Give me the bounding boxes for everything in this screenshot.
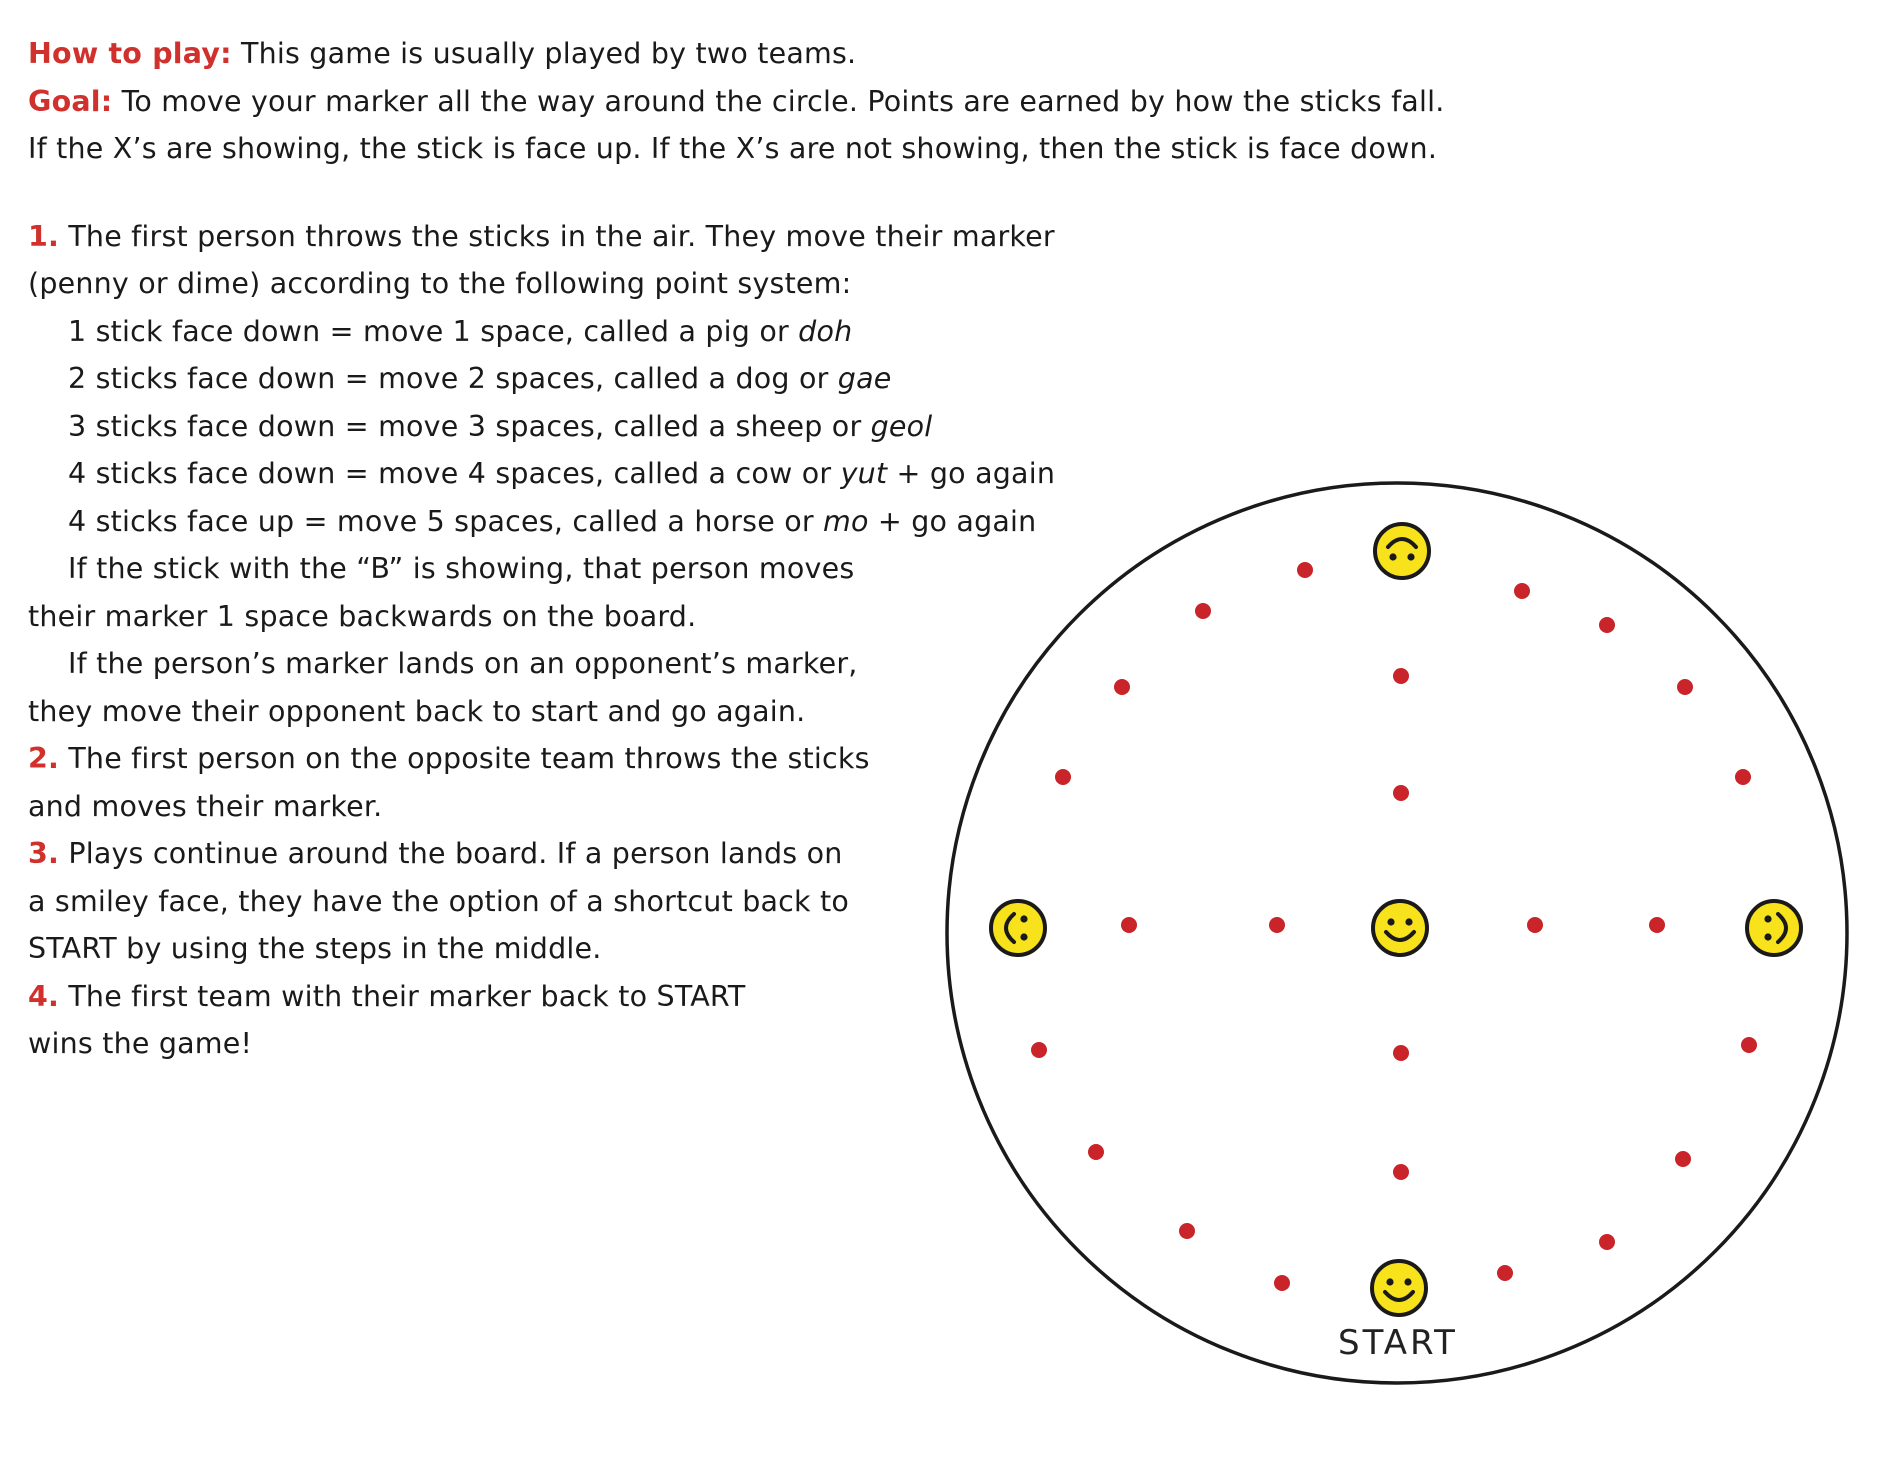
smiley-face-icon[interactable] [1373, 901, 1427, 955]
board-space[interactable] [1088, 1144, 1104, 1160]
smiley-face-icon[interactable] [991, 901, 1045, 955]
board-space[interactable] [1121, 917, 1137, 933]
point-term: doh [798, 314, 853, 348]
how-to-play-text: This game is usually played by two teams. [231, 37, 857, 70]
start-label: START [1338, 1323, 1458, 1363]
b-rule-line: If the stick with the “B” is showing, that person moves [68, 552, 855, 585]
board-space[interactable] [1269, 917, 1285, 933]
step-1-line-2: (penny or dime) according to the following point system: [28, 267, 852, 300]
board-space[interactable] [1393, 668, 1409, 684]
step-1-number: 1. [28, 219, 60, 253]
step-2-text: The first person on the opposite team throws the sticks [59, 742, 870, 775]
point-term: gae [837, 362, 892, 395]
board-space[interactable] [1599, 1234, 1615, 1250]
point-rule: 1 stick face down = move 1 space, called a pig or doh [68, 314, 853, 348]
board-space[interactable] [1393, 785, 1409, 801]
land-rule-line: If the person’s marker lands on an opponent’s marker, [68, 647, 858, 680]
step-4-number: 4. [28, 979, 60, 1013]
point-rule: 4 sticks face down = move 4 spaces, called a cow or yut + go again [68, 457, 1056, 490]
board-space[interactable] [1514, 583, 1530, 599]
board-space[interactable] [1675, 1151, 1691, 1167]
point-term: yut [840, 457, 888, 490]
point-rule: 4 sticks face up = move 5 spaces, called a horse or mo + go again [68, 504, 1037, 538]
step-1-text: The first person throws the sticks in the air. They move their marker [59, 219, 1055, 253]
step-3-line-3: START by using the steps in the middle. [28, 932, 602, 965]
smiley-face-icon[interactable] [1375, 524, 1429, 578]
smiley-face-icon[interactable] [1747, 901, 1801, 955]
board-space[interactable] [1393, 1045, 1409, 1061]
land-rule-line-2: they move their opponent back to start and go again. [28, 694, 806, 728]
how-to-play-label: How to play: [28, 37, 232, 70]
point-rule: 3 sticks face down = move 3 spaces, called a sheep or geol [68, 409, 933, 443]
goal-line-2: If the X’s are showing, the stick is face up. If the X’s are not showing, then the stick is face down. [28, 132, 1438, 165]
board-space[interactable] [1599, 617, 1615, 633]
goal-text: To move your marker all the way around the circle. Points are earned by how the sticks fall. [112, 84, 1445, 118]
board-space[interactable] [1195, 603, 1211, 619]
board-space[interactable] [1031, 1042, 1047, 1058]
board-space[interactable] [1055, 769, 1071, 785]
step-4-text: The first team with their marker back to START [59, 979, 746, 1013]
board-space[interactable] [1179, 1223, 1195, 1239]
step-4-line-2: wins the game! [28, 1027, 253, 1060]
step-2-line-2: and moves their marker. [28, 789, 383, 823]
goal-label: Goal: [28, 84, 113, 118]
board-space[interactable] [1527, 917, 1543, 933]
point-term: geol [870, 409, 933, 443]
smiley-face-icon[interactable] [1372, 1261, 1426, 1315]
step-3-line-2: a smiley face, they have the option of a shortcut back to [28, 884, 850, 918]
b-rule-line-2: their marker 1 space backwards on the board. [28, 599, 697, 633]
board-space[interactable] [1677, 679, 1693, 695]
board-space[interactable] [1274, 1275, 1290, 1291]
board-space[interactable] [1393, 1164, 1409, 1180]
board-space[interactable] [1497, 1265, 1513, 1281]
point-term: mo [823, 504, 869, 538]
point-rule: 2 sticks face down = move 2 spaces, called a dog or gae [68, 362, 892, 395]
step-3-text: Plays continue around the board. If a person lands on [59, 837, 843, 870]
step-3-number: 3. [28, 837, 60, 870]
board-space[interactable] [1114, 679, 1130, 695]
step-2-number: 2. [28, 742, 60, 775]
board-space[interactable] [1741, 1037, 1757, 1053]
board-space[interactable] [1297, 562, 1313, 578]
board-space[interactable] [1735, 769, 1751, 785]
board-space[interactable] [1649, 917, 1665, 933]
